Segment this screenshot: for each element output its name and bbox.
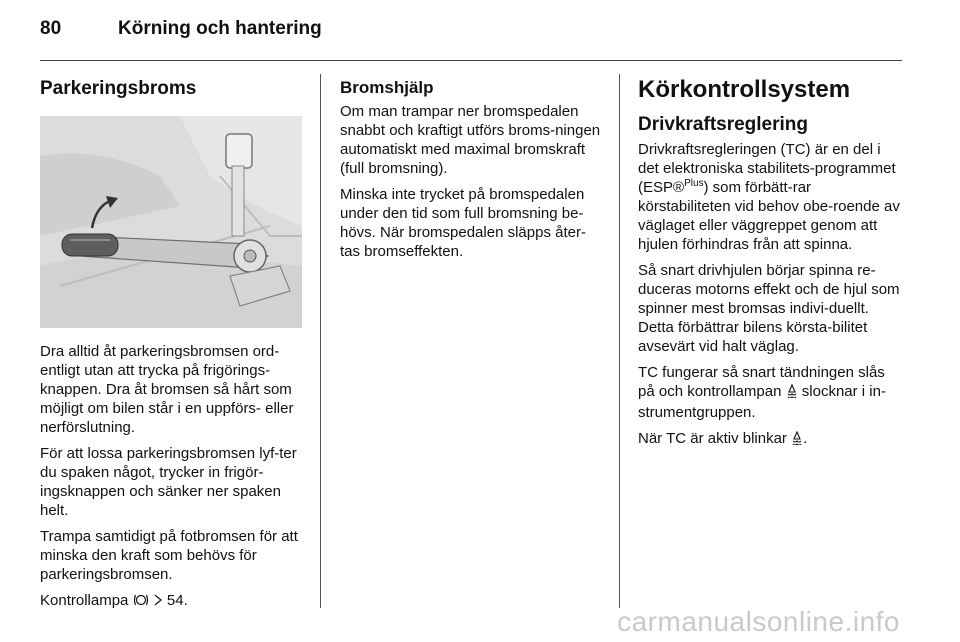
column-parking-brake xyxy=(40,70,302,619)
paragraph-text: TC fungerar så snart tändningen slås på och kontrollampan xyxy=(638,364,885,400)
paragraph-tc-lamp xyxy=(638,363,902,422)
paragraph-text: slocknar i in-strumentgruppen. xyxy=(638,383,886,421)
paragraph: Så snart drivhjulen börjar spinna re-duceras motorns effekt och de hjul som spinner mest bromsas indivi-duellt. Detta förbättrar bilens körsta-bilitet avsevärt vid halt väglag. xyxy=(638,262,900,355)
section-heading-parking-brake: Parkeringsbroms xyxy=(40,78,197,99)
watermark: carmanualsonline.info xyxy=(617,606,900,637)
column-divider-1 xyxy=(320,74,321,608)
superscript-plus: Plus xyxy=(684,178,704,189)
page-reference: 54. xyxy=(166,592,188,609)
parking-brake-drawing xyxy=(40,116,302,328)
paragraph-text: När TC är aktiv blinkar xyxy=(638,430,787,447)
section-heading-brake-assist: Bromshjälp xyxy=(340,78,434,97)
paragraph-text: ) som förbätt-rar körstabiliteten vid behov obe-roende av väglaget eller väggreppet genom att hjulen förhindras från att spinna. xyxy=(638,179,900,253)
page-header xyxy=(40,14,920,44)
paragraph: Trampa samtidigt på fotbromsen för att minska den kraft som behövs för parkeringsbromsen. xyxy=(40,528,298,583)
paragraph-tc-active xyxy=(638,429,902,450)
paragraph-text: . xyxy=(803,430,808,447)
parking-brake-illustration xyxy=(40,116,302,328)
column-divider-2 xyxy=(619,74,620,608)
traction-control-lamp-icon xyxy=(786,384,798,403)
page-reference-arrow-icon xyxy=(153,593,163,612)
traction-control-lamp-icon xyxy=(791,431,803,450)
paragraph-text: Drivkraftsregleringen (TC) är en del i det elektroniska stabilitets-programmet (ESP® xyxy=(638,141,896,196)
paragraph: Minska inte trycket på bromspedalen under den tid som full bromsning be-hövs. När bromspedalen släpps åter-tas bromseffekten. xyxy=(340,186,586,260)
paragraph: Dra alltid åt parkeringsbromsen ord-entligt utan att trycka på frigörings-knappen. Dra åt bromsen så hårt som möjligt om bilen står i en uppförs- eller nerförslutning. xyxy=(40,343,294,436)
header-rule xyxy=(40,60,902,61)
page-title: Körning och hantering xyxy=(118,18,322,39)
paragraph-tc-intro xyxy=(638,140,902,254)
brake-warning-lamp-icon xyxy=(133,593,149,612)
section-heading-traction-control: Drivkraftsreglering xyxy=(638,114,809,135)
column-brake-assist xyxy=(340,70,602,268)
page-number: 80 xyxy=(40,18,62,39)
column-driving-control xyxy=(638,70,902,457)
paragraph: För att lossa parkeringsbromsen lyf-ter du spaken något, trycker in frigör-ingsknappen och sänker ner spaken helt. xyxy=(40,445,297,519)
chapter-heading-driving-control: Körkontrollsystem xyxy=(638,76,851,103)
paragraph-warning-lamp xyxy=(40,591,302,612)
paragraph-text: Kontrollampa xyxy=(40,592,129,609)
paragraph: Om man trampar ner bromspedalen snabbt och kraftigt utförs broms-ningen automatiskt med maximal bromskraft (full bromsning). xyxy=(340,103,601,177)
